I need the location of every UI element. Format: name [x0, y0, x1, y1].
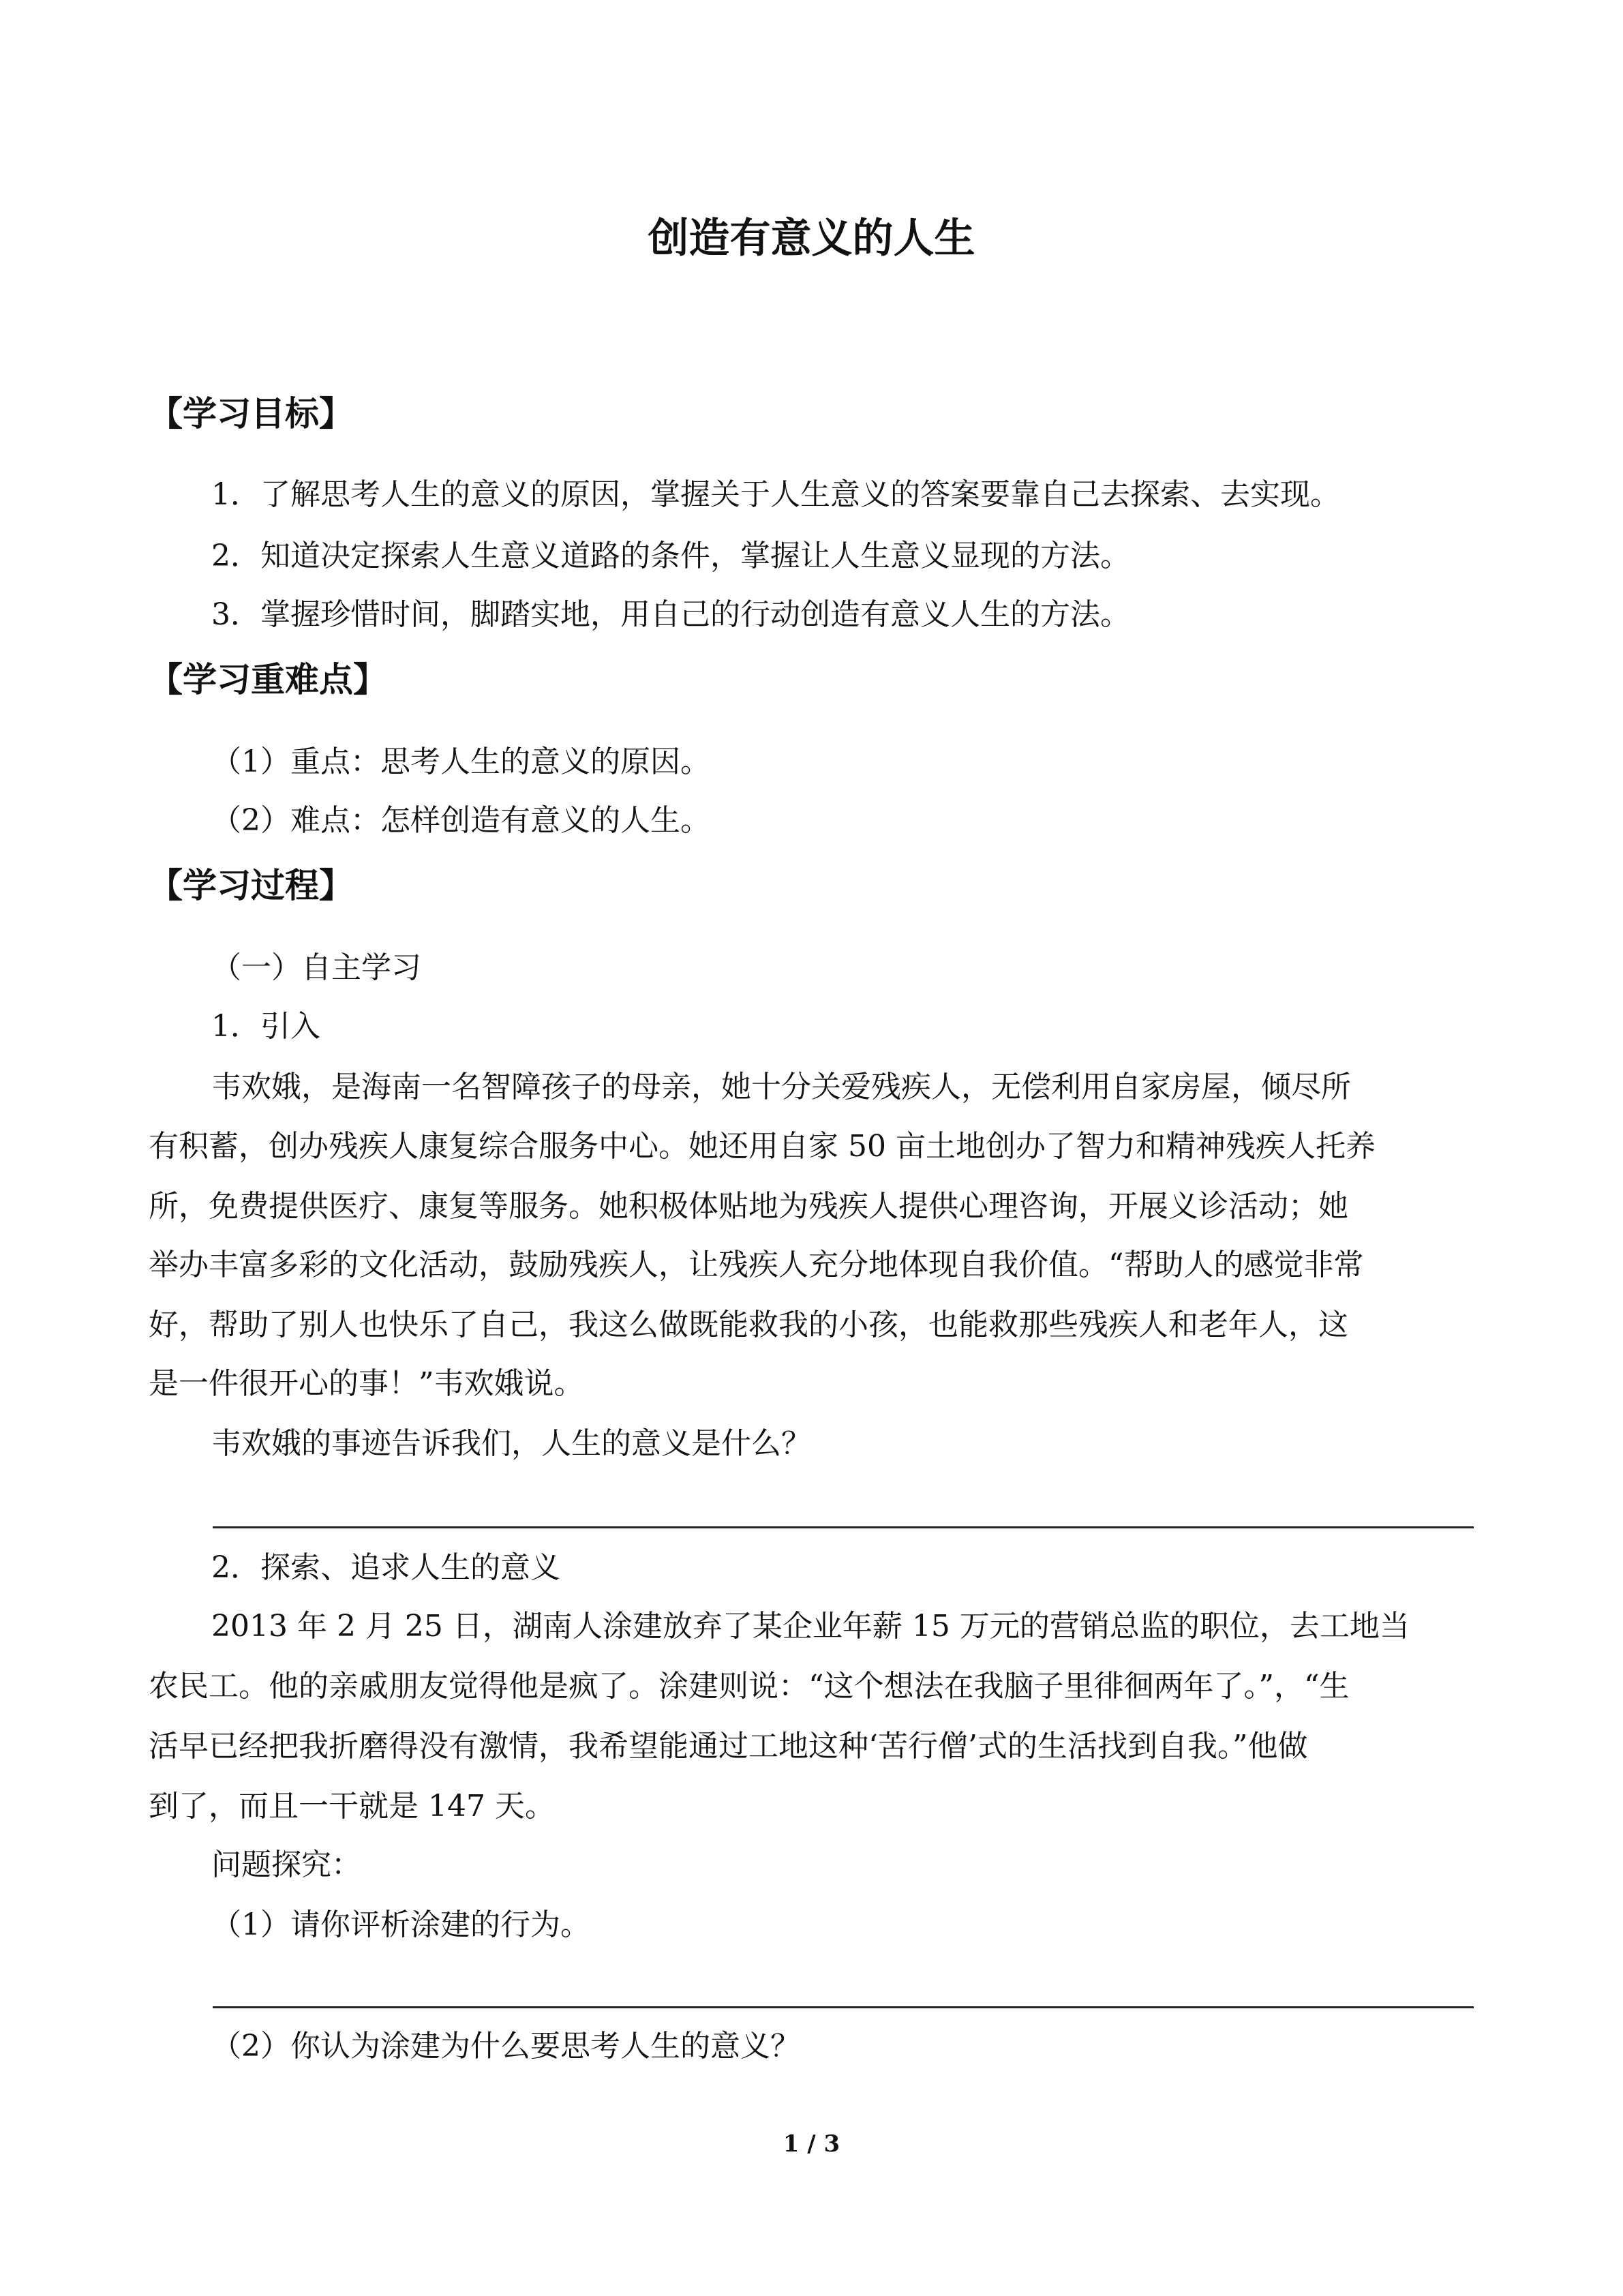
story1-line: 所，免费提供医疗、康复等服务。她积极体贴地为残疾人提供心理咨询，开展义诊活动；她	[149, 1189, 1348, 1224]
key-point-item-2: （2）难点：怎样创造有意义的人生。	[211, 803, 710, 838]
story2-line: 到了，而且一干就是 147 天。	[149, 1789, 555, 1824]
inquiry-label: 问题探究：	[211, 1847, 361, 1882]
part1-label: （一）自主学习	[211, 950, 421, 985]
answer-line-1	[213, 1526, 1474, 1528]
section-heading-process: 【学习过程】	[149, 866, 353, 905]
story1-line: 韦欢娥，是海南一名智障孩子的母亲，她十分关爱残疾人，无偿利用自家房屋，倾尽所	[211, 1070, 1351, 1104]
story1-line: 举办丰富多彩的文化活动，鼓励残疾人，让残疾人充分地体现自我价值。“帮助人的感觉非常	[149, 1248, 1364, 1282]
inquiry-question-1: （1）请你评析涂建的行为。	[211, 1907, 590, 1942]
inquiry-question-2: （2）你认为涂建为什么要思考人生的意义？	[211, 2029, 800, 2064]
page-title: 创造有意义的人生	[648, 215, 975, 262]
goal-item-2: 2．知道决定探索人生意义道路的条件，掌握让人生意义显现的方法。	[211, 539, 1130, 573]
section-heading-key-points: 【学习重难点】	[149, 660, 387, 699]
step2-label: 2．探索、追求人生的意义	[211, 1550, 560, 1585]
story1-line: 好，帮助了别人也快乐了自己，我这么做既能救我的小孩，也能救那些残疾人和老年人，这	[149, 1308, 1348, 1342]
goal-item-1: 1．了解思考人生的意义的原因，掌握关于人生意义的答案要靠自己去探索、去实现。	[211, 477, 1340, 512]
answer-line-2	[213, 2006, 1474, 2008]
story1-line: 有积蓄，创办残疾人康复综合服务中心。她还用自家 50 亩土地创办了智力和精神残疾人托养	[149, 1129, 1376, 1164]
story2-line: 2013 年 2 月 25 日，湖南人涂建放弃了某企业年薪 15 万元的营销总监的职位，去工地当	[211, 1609, 1410, 1644]
page-number: 1 / 3	[783, 2130, 840, 2158]
story2-line: 活早已经把我折磨得没有激情，我希望能通过工地这种‘苦行僧’式的生活找到自我。”他做	[149, 1729, 1308, 1764]
step1-label: 1．引入	[211, 1009, 320, 1044]
story1-line: 是一件很开心的事！”韦欢娥说。	[149, 1366, 584, 1401]
story2-line: 农民工。他的亲戚朋友觉得他是疯了。涂建则说：“这个想法在我脑子里徘徊两年了。”，“生	[149, 1669, 1350, 1704]
goal-item-3: 3．掌握珍惜时间，脚踏实地，用自己的行动创造有意义人生的方法。	[211, 597, 1130, 632]
section-heading-goals: 【学习目标】	[149, 394, 353, 434]
question-1: 韦欢娥的事迹告诉我们，人生的意义是什么？	[211, 1426, 811, 1461]
key-point-item-1: （1）重点：思考人生的意义的原因。	[211, 744, 710, 779]
